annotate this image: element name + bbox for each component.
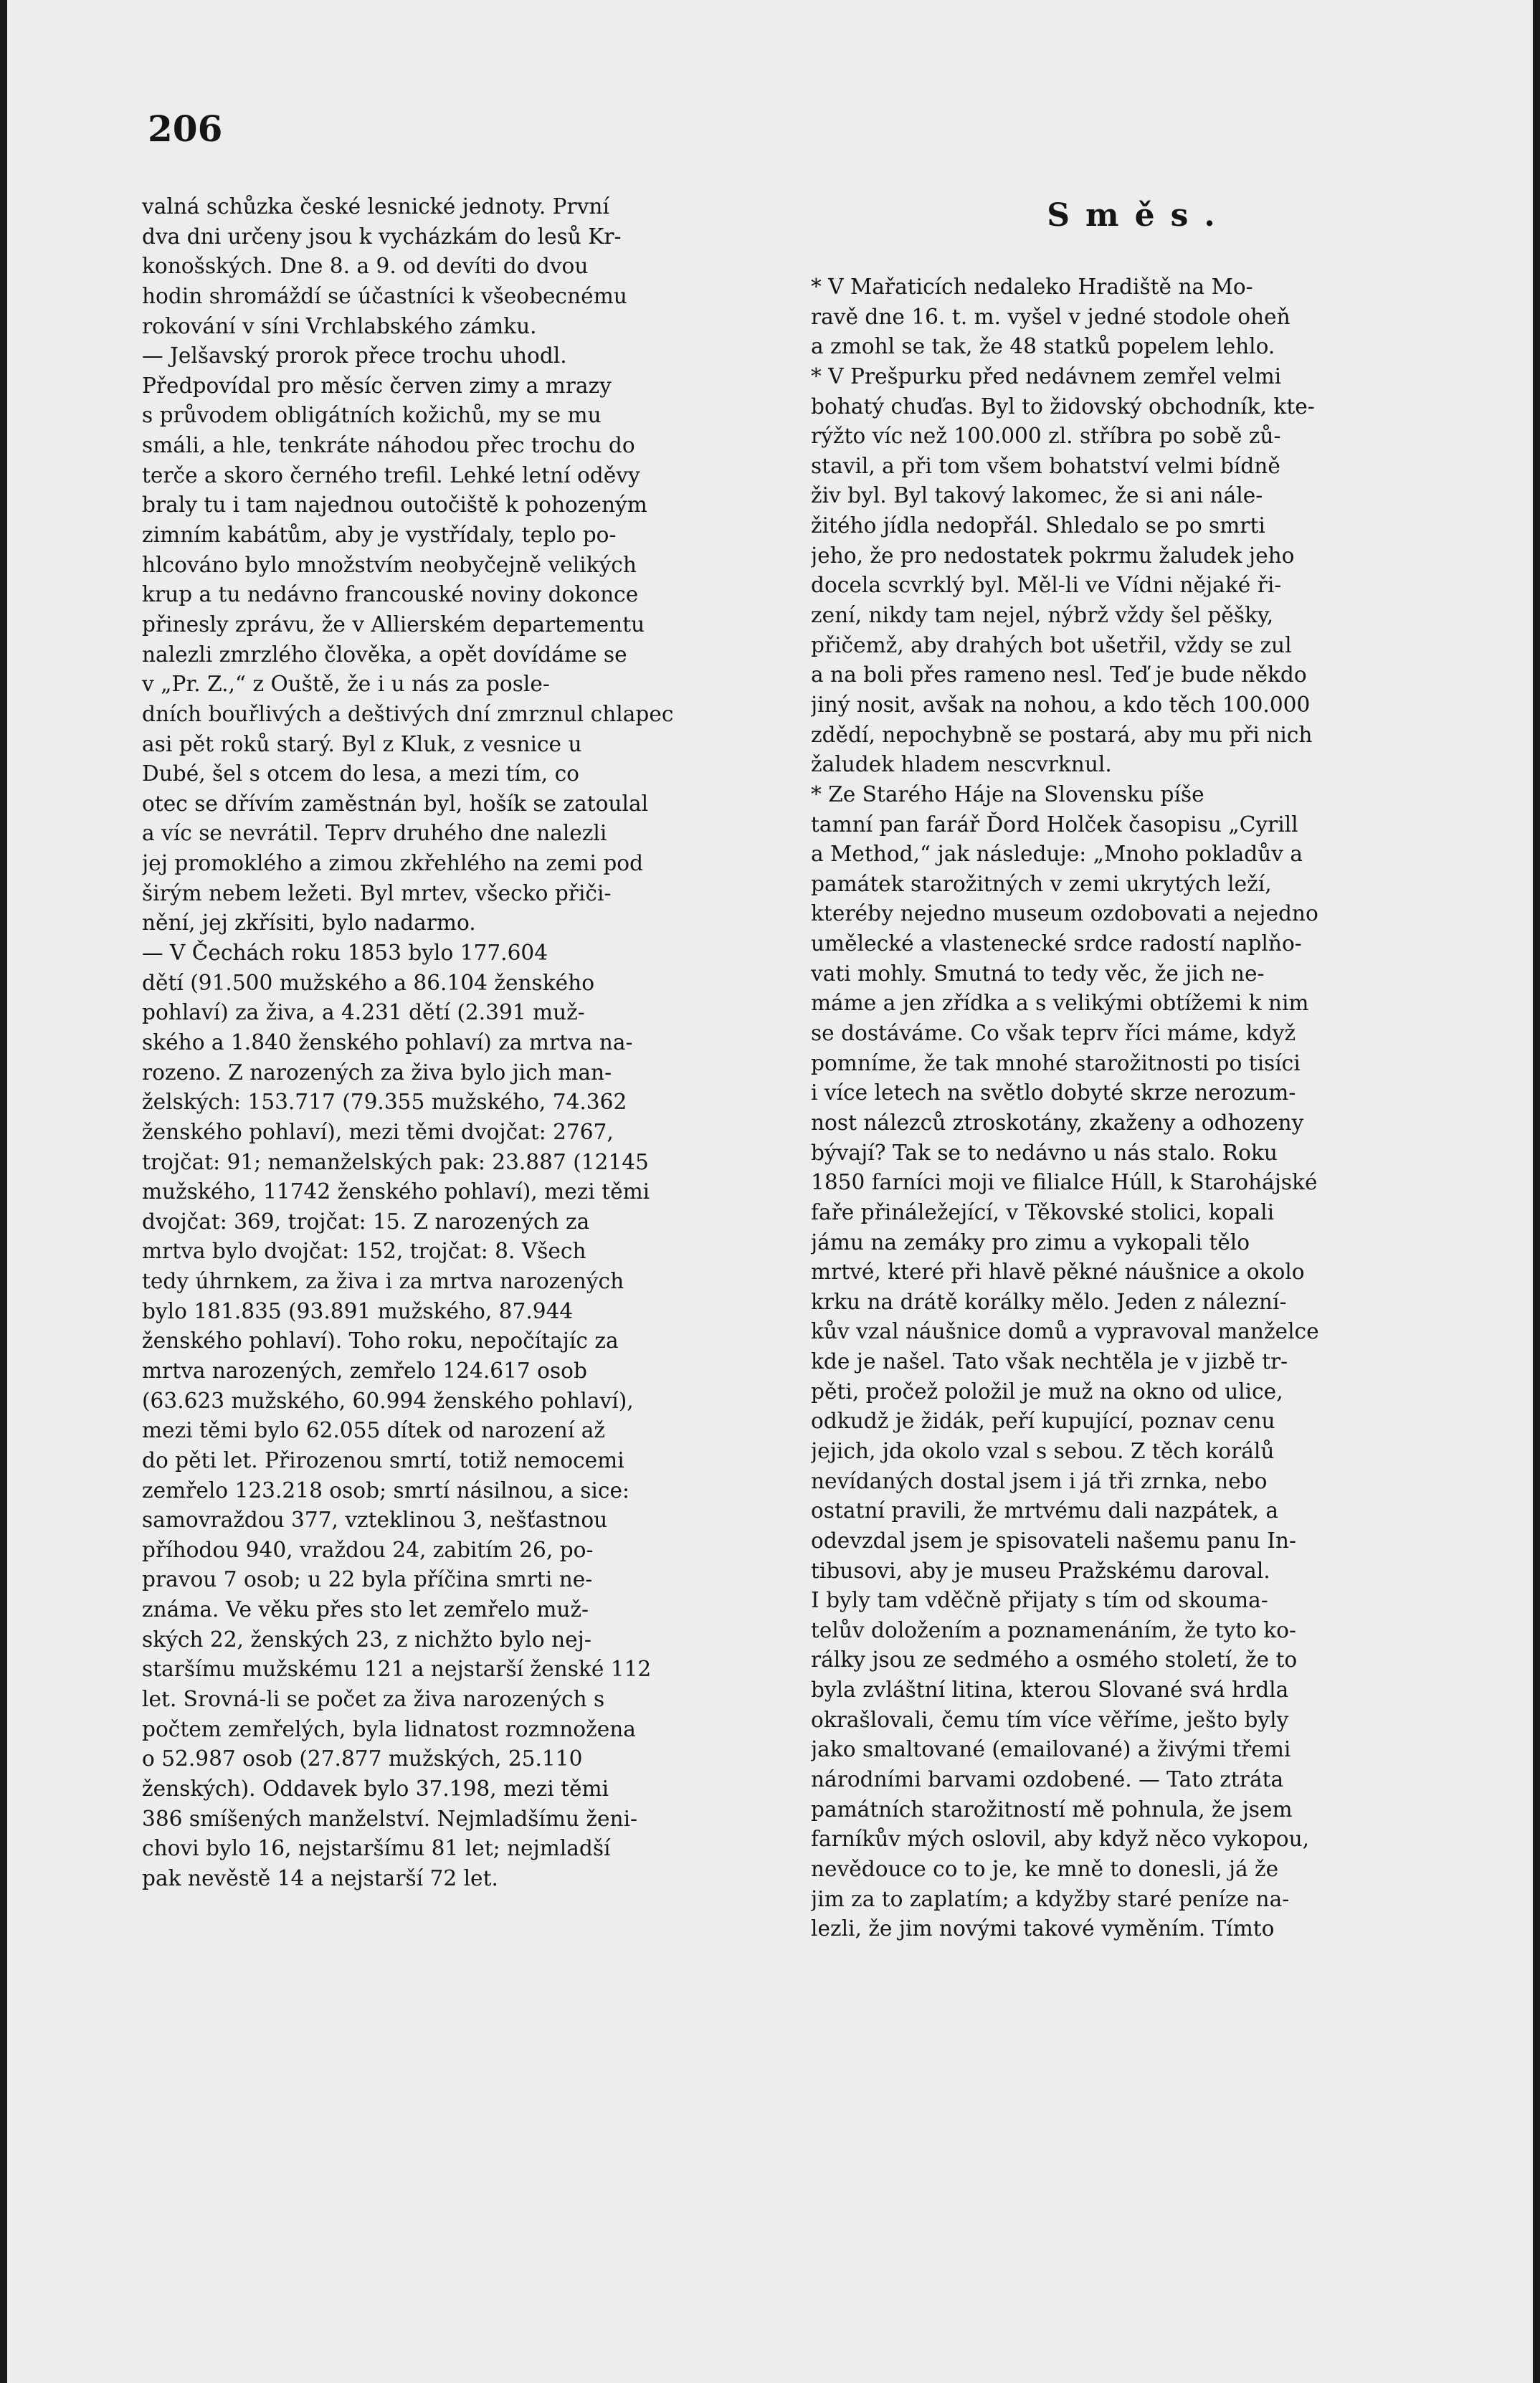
- text-line: zimním kabátům, aby je vystřídaly, teplo po-: [142, 523, 617, 548]
- text-line: terče a skoro černého trefil. Lehké letní oděvy: [142, 462, 640, 487]
- text-line: nevědouce co to je, ke mně to donesli, já že: [811, 1856, 1279, 1881]
- text-line: rýžto víc než 100.000 zl. stříbra po sobě zů-: [811, 424, 1281, 449]
- text-line: rokování v síni Vrchlabského zámku.: [142, 313, 537, 338]
- text-line: * V Prešpurku před nedávnem zemřel velmi: [811, 363, 1282, 389]
- page-number: 206: [148, 108, 223, 150]
- text-line: Dubé, šel s otcem do lesa, a mezi tím, co: [142, 761, 579, 786]
- text-line: vati mohly. Smutná to tedy věc, že jich ne-: [811, 961, 1265, 986]
- text-line: a na boli přes rameno nesl. Teď je bude někdo: [811, 662, 1307, 688]
- text-line: kův vzal náušnice domů a vypravoval manželce: [811, 1319, 1319, 1344]
- text-line: konošských. Dne 8. a 9. od devíti do dvou: [142, 254, 589, 279]
- section-heading: Směs.: [1047, 197, 1231, 234]
- text-line: jejich, jda okolo vzal s sebou. Z těch korálů: [811, 1438, 1275, 1463]
- right-column: [811, 192, 1467, 1944]
- text-line: počtem zemřelých, byla lidnatost rozmnožena: [142, 1716, 636, 1741]
- text-line: — Jelšavský prorok přece trochu uhodl.: [142, 343, 567, 368]
- text-line: ostatní pravili, že mrtvému dali nazpátek, a: [811, 1498, 1279, 1523]
- text-line: přičemž, aby drahých bot ušetřil, vždy se zul: [811, 632, 1292, 657]
- text-line: valná schůzka české lesnické jednoty. První: [142, 194, 609, 219]
- text-line: se dostáváme. Co však teprv říci máme, když: [811, 1021, 1296, 1046]
- text-line: nost nálezců ztroskotány, zkaženy a odhozeny: [811, 1110, 1304, 1135]
- text-line: pohlaví) za živa, a 4.231 dětí (2.391 muž-: [142, 1000, 585, 1025]
- text-line: mrtva narozených, zemřelo 124.617 osob: [142, 1358, 587, 1383]
- text-line: * Ze Starého Háje na Slovensku píše: [811, 781, 1204, 807]
- text-line: 1850 farníci moji ve filialce Húll, k Starohájské: [811, 1170, 1318, 1195]
- text-line: nění, jej zkřísiti, bylo nadarmo.: [142, 910, 476, 936]
- text-line: rálky jsou ze sedmého a osmého století, že to: [811, 1647, 1298, 1673]
- text-line: dních bouřlivých a deštivých dní zmrznul chlapec: [142, 701, 674, 726]
- text-line: přinesly zprávu, že v Allierském departementu: [142, 612, 645, 637]
- text-line: jako smaltované (emailované) a živými třemi: [811, 1737, 1291, 1762]
- text-line: s průvodem obligátních kožichů, my se mu: [142, 403, 602, 428]
- text-line: tamní pan farář Ďord Holček časopisu „Cyrill: [811, 812, 1298, 837]
- text-line: památek starožitných v zemi ukrytých leží,: [811, 871, 1272, 896]
- text-line: Předpovídal pro měsíc červen zimy a mrazy: [142, 373, 612, 398]
- text-line: ženského pohlaví). Toho roku, nepočítajíc za: [142, 1328, 619, 1354]
- text-line: kterébу nejedno museum ozdobovati a nejedno: [811, 901, 1318, 926]
- text-line: bylo 181.835 (93.891 mužského, 87.944: [142, 1298, 574, 1323]
- text-line: jeho, že pro nedostatek pokrmu žaludek jeho: [811, 543, 1295, 568]
- text-line: hlcováno bylo množstvím neobyčejně velikých: [142, 552, 637, 577]
- text-line: dvojčat: 369, trojčat: 15. Z narozených za: [142, 1209, 590, 1234]
- text-line: želských: 153.717 (79.355 mužského, 74.362: [142, 1090, 627, 1115]
- text-line: * V Mařaticích nedaleko Hradiště na Mo-: [811, 275, 1253, 299]
- text-line: samovraždou 377, vzteklinou 3, nešťastnou: [142, 1508, 608, 1533]
- text-line: krku na drátě korálky mělo. Jeden z nálezní-: [811, 1289, 1287, 1314]
- text-line: otec se dřívím zaměstnán byl, hošík se zatoulal: [142, 791, 649, 816]
- text-line: lezli, že jim novými takové vyměním. Tímto: [811, 1916, 1275, 1941]
- text-line: památních starožitností mě pohnula, že jsem: [811, 1797, 1293, 1822]
- text-line: 386 smíšených manželství. Nejmladšímu ženi-: [142, 1806, 638, 1831]
- left-column: [142, 192, 791, 1894]
- text-line: pěti, pročež položil je muž na okno od ulice,: [811, 1379, 1283, 1404]
- text-line: v „Pr. Z.,“ z Ouště, že i u nás za posle-: [142, 672, 550, 697]
- text-line: živ byl. Byl takový lakomec, že si ani nále-: [811, 483, 1263, 508]
- text-line: smáli, a hle, tenkráte náhodou přec trochu do: [142, 433, 635, 458]
- text-line: telův doložením a poznamenáním, že tyto ko-: [811, 1617, 1296, 1642]
- text-line: umělecké a vlastenecké srdce radostí naplňo-: [811, 931, 1302, 956]
- text-line: pomníme, že tak mnohé starožitnosti po tisíci: [811, 1050, 1301, 1075]
- text-line: žaludek hladem nescvrknul.: [811, 752, 1112, 777]
- text-line: pravou 7 osob; u 22 byla příčina smrti ne-: [142, 1567, 593, 1592]
- text-line: jiný nosit, avšak na nohou, a kdo těch 100.000: [811, 692, 1311, 717]
- text-line: trojčat: 91; nemanželských pak: 23.887 (12145: [142, 1149, 649, 1174]
- text-line: faře přináležející, v Těkovské stolici, kopali: [811, 1199, 1275, 1224]
- text-line: tedy úhrnkem, za živa i za mrtva narozených: [142, 1269, 624, 1294]
- text-line: a Method,“ jak následuje: „Mnoho pokladův a: [811, 842, 1303, 867]
- text-line: odkudž je židák, peří kupující, poznav cenu: [811, 1409, 1275, 1434]
- text-line: odevzdal jsem je spisovateli našemu panu In-: [811, 1528, 1296, 1553]
- text-line: (63.623 mužského, 60.994 ženského pohlaví),: [142, 1388, 634, 1413]
- text-line: — V Čechách roku 1853 bylo 177.604: [142, 941, 548, 966]
- text-line: o 52.987 osob (27.877 mužských, 25.110: [142, 1746, 583, 1771]
- text-line: ženských). Oddavek bylo 37.198, mezi těmi: [142, 1776, 609, 1801]
- text-line: a víc se nevrátil. Teprv druhého dne nalezli: [142, 821, 607, 846]
- text-line: rozeno. Z narozených za živa bylo jich man-: [142, 1060, 612, 1085]
- text-line: kde je našel. Tato však nechtěla je v jizbě tr-: [811, 1349, 1288, 1374]
- text-line: docela scvrklý byl. Měl-li ve Vídni nějaké ři-: [811, 573, 1282, 598]
- text-line: I byly tam vděčně přijaty s tím od skoumа-: [811, 1588, 1268, 1613]
- right-column-body: [811, 272, 1467, 1944]
- text-line: i více letech na světlo dobyté skrze nerozum-: [811, 1080, 1296, 1105]
- text-line: příhodou 940, vraždou 24, zabitím 26, po-: [142, 1537, 594, 1562]
- text-line: známa. Ve věku přes sto let zemřelo muž-: [142, 1597, 589, 1622]
- text-line: farníkův mých oslovil, aby když něco vykopou,: [811, 1827, 1310, 1852]
- text-line: dětí (91.500 mužského a 86.104 ženského: [142, 970, 595, 995]
- text-line: nevídaných dostal jsem i já tři zrnka, nebo: [811, 1468, 1268, 1493]
- text-line: bohatý chuďas. Byl to židovský obchodník, kte-: [811, 394, 1315, 419]
- text-line: zdědí, nepochybně se postará, aby mu při nich: [811, 722, 1313, 747]
- text-line: jámu na zemáky pro zimu a vykopali tělo: [811, 1229, 1250, 1255]
- text-line: národními barvami ozdobené. — Tato ztráta: [811, 1767, 1284, 1792]
- text-line: okrašlovali, čemu tím více věříme, ješto byly: [811, 1707, 1289, 1732]
- text-line: ravě dne 16. t. m. vyšel v jedné stodole oheň: [811, 304, 1291, 329]
- text-line: ského a 1.840 ženského pohlaví) za mrtva na-: [142, 1029, 633, 1055]
- text-line: ženského pohlaví), mezi těmi dvojčat: 2767,: [142, 1119, 614, 1144]
- text-line: žitého jídla nedopřál. Shledalo se po smrti: [811, 513, 1265, 538]
- text-line: jim za to zaplatím; a kdyžby staré peníze na-: [811, 1886, 1290, 1911]
- text-line: mrtva bylo dvojčat: 152, trojčat: 8. Všech: [142, 1239, 586, 1264]
- text-line: nalezli zmrzlého člověka, a opět dovídáme se: [142, 642, 627, 667]
- text-line: jej promoklého a zimou zkřehlého na zemi pod: [142, 851, 644, 876]
- text-line: máme a jen zřídka a s velikými obtížemi k nim: [811, 991, 1309, 1016]
- text-line: širým nebem ležeti. Byl mrtev, všecko přiči-: [142, 880, 612, 905]
- text-line: stavil, a při tom všem bohatství velmi bídně: [811, 453, 1280, 478]
- text-line: krup a tu nedávno francouské noviny dokonce: [142, 582, 639, 607]
- text-line: do pěti let. Přirozenou smrtí, totiž nemocemi: [142, 1447, 624, 1473]
- text-line: bývají? Tak se to nedávno u nás stalo. Roku: [811, 1140, 1278, 1165]
- text-line: pak nevěstě 14 a nejstarší 72 let.: [142, 1865, 498, 1890]
- text-line: braly tu i tam najednou outočiště k pohozeným: [142, 493, 647, 518]
- text-line: tibusovi, aby je museu Pražskému daroval.: [811, 1558, 1270, 1583]
- text-line: hodin shromáždí se účastníci k všeobecnému: [142, 283, 627, 308]
- text-line: asi pět roků starý. Byl z Kluk, z vesnice u: [142, 731, 582, 756]
- text-line: zení, nikdy tam nejel, nýbrž vždy šel pěšky,: [811, 603, 1274, 628]
- text-line: byla zvláštní litina, kterou Slované svá hrdla: [811, 1678, 1289, 1703]
- text-line: staršímu mužskému 121 a nejstarší ženské 112: [142, 1657, 652, 1682]
- text-line: a zmohl se tak, že 48 statků popelem lehlo.: [811, 334, 1275, 359]
- text-line: zemřelo 123.218 osob; smrtí násilnou, a sice:: [142, 1478, 629, 1503]
- text-line: ských 22, ženských 23, z nichžto bylo nej-: [142, 1627, 591, 1652]
- text-line: mezi těmi bylo 62.055 dítek od narození až: [142, 1418, 605, 1443]
- newspaper-page: [7, 0, 1533, 2383]
- text-line: mrtvé, které při hlavě pěkné náušnice a okolo: [811, 1260, 1305, 1285]
- text-line: let. Srovná-li se počet za živa narozených s: [142, 1687, 605, 1712]
- text-line: chovi bylo 16, nejstaršímu 81 let; nejmladší: [142, 1836, 611, 1861]
- text-line: dva dni určeny jsou k vycházkám do lesů Kr-: [142, 224, 622, 249]
- text-line: mužského, 11742 ženského pohlaví), mezi těmi: [142, 1179, 650, 1204]
